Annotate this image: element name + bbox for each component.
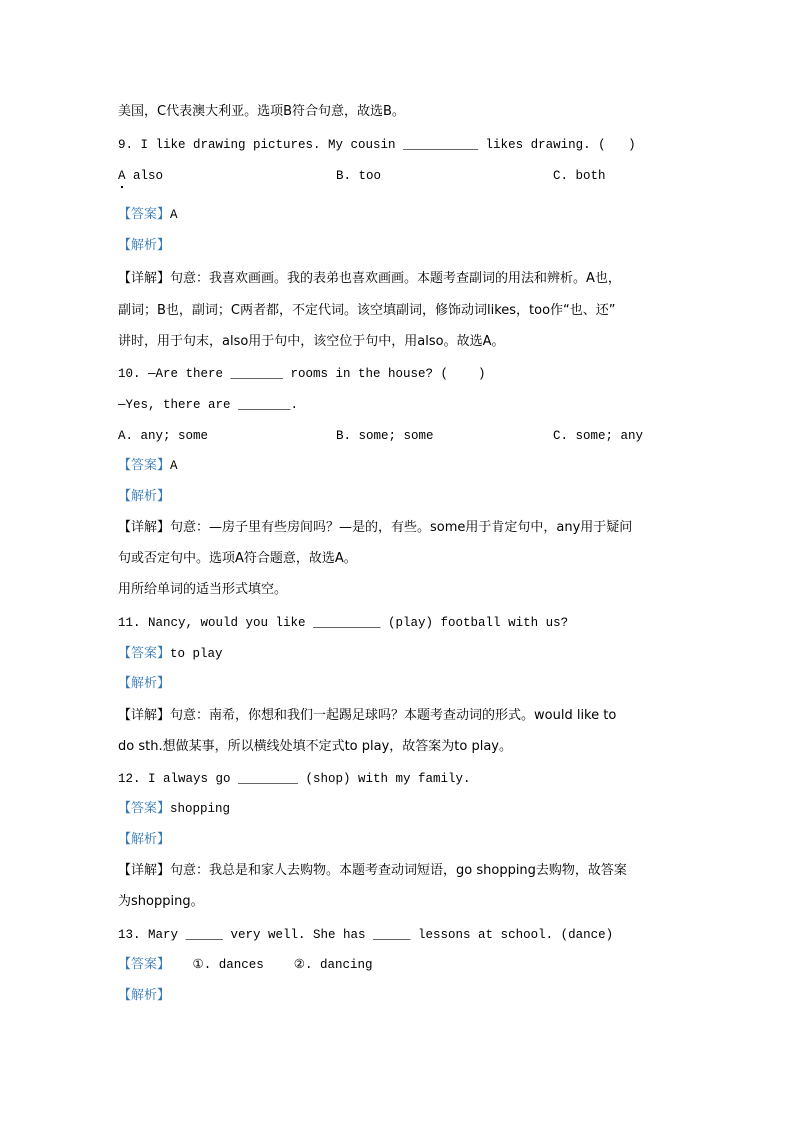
answer-value: to play — [170, 647, 223, 661]
answer-label: 【答案】 — [118, 646, 171, 661]
answer-line — [118, 206, 178, 224]
detail-text: 句意：我总是和家人去购物。本题考查动词短语，go shopping去购物，故答案 — [170, 863, 627, 878]
question-10: 10. —Are there _______ rooms in the house? ( ) — [118, 367, 486, 381]
answer-line — [118, 800, 230, 818]
option-a: A also — [118, 169, 164, 183]
detail-text: 句意：我喜欢画画。我的表弟也喜欢画画。本题考查副词的用法和辨析。A也， — [170, 271, 621, 286]
question-12: 12. I always go ________ (shop) with my family. — [118, 772, 471, 786]
answer-label: 【答案】 — [118, 801, 171, 816]
question-10-reply: —Yes, there are _______. — [118, 398, 299, 412]
option-c: C. some; any — [553, 429, 644, 443]
analysis-line — [118, 488, 170, 506]
detail-text: 句或否定句中。选项A符合题意，故选A。 — [118, 551, 357, 566]
option-b: B. too — [336, 169, 382, 183]
detail-text: do sth.想做某事，所以横线处填不定式to play，故答案为to play。 — [118, 739, 512, 754]
question-13: 13. Mary _____ very well. She has _____ lessons at school. (dance) — [118, 928, 614, 942]
detail-text: 为shopping。 — [118, 894, 204, 909]
analysis-label: 【解析】 — [118, 832, 171, 847]
analysis-label: 【解析】 — [118, 489, 171, 504]
option-b: B. some; some — [336, 429, 434, 443]
continuation-text: 美国，C代表澳大利亚。选项B符合句意，故选B。 — [118, 104, 405, 119]
answer-label: 【答案】 — [118, 957, 171, 972]
analysis-line — [118, 831, 170, 849]
answer-label: 【答案】 — [118, 458, 171, 473]
detail-line — [118, 270, 621, 288]
analysis-line — [118, 987, 170, 1005]
analysis-label: 【解析】 — [118, 988, 171, 1003]
detail-label: 【详解】 — [118, 271, 171, 286]
question-11: 11. Nancy, would you like _________ (play) football with us? — [118, 616, 569, 630]
answer-value: ①. dances ②. dancing — [170, 958, 373, 972]
question-9: 9. I like drawing pictures. My cousin __________ likes drawing. ( ) — [118, 138, 636, 152]
detail-label: 【详解】 — [118, 863, 171, 878]
analysis-label: 【解析】 — [118, 676, 171, 691]
analysis-label: 【解析】 — [118, 238, 171, 253]
answer-line — [118, 956, 372, 974]
option-a: A. any; some — [118, 429, 209, 443]
answer-label: 【答案】 — [118, 207, 171, 222]
detail-text: 句意：南希，你想和我们一起踢足球吗？本题考查动词的形式。would like to — [170, 708, 617, 723]
dot-mark — [121, 186, 123, 188]
answer-value: A — [170, 208, 178, 222]
detail-line — [118, 862, 627, 880]
answer-value: A — [170, 459, 178, 473]
detail-text: 讲时，用于句末，also用于句中，该空位于句中，用also。故选A。 — [118, 334, 505, 349]
detail-line — [118, 519, 632, 537]
detail-line — [118, 707, 616, 725]
analysis-line — [118, 237, 170, 255]
analysis-line — [118, 675, 170, 693]
detail-text: 句意：—房子里有些房间吗？—是的，有些。some用于肯定句中，any用于疑问 — [170, 520, 633, 535]
detail-text: 副词；B也，副词；C两者都，不定代词。该空填副词，修饰动词likes，too作“也、还” — [118, 303, 616, 318]
detail-label: 【详解】 — [118, 520, 171, 535]
answer-value: shopping — [170, 802, 231, 816]
option-c: C. both — [553, 169, 606, 183]
detail-label: 【详解】 — [118, 708, 171, 723]
section-title: 用所给单词的适当形式填空。 — [118, 582, 288, 597]
answer-line — [118, 645, 223, 663]
answer-line — [118, 457, 178, 475]
